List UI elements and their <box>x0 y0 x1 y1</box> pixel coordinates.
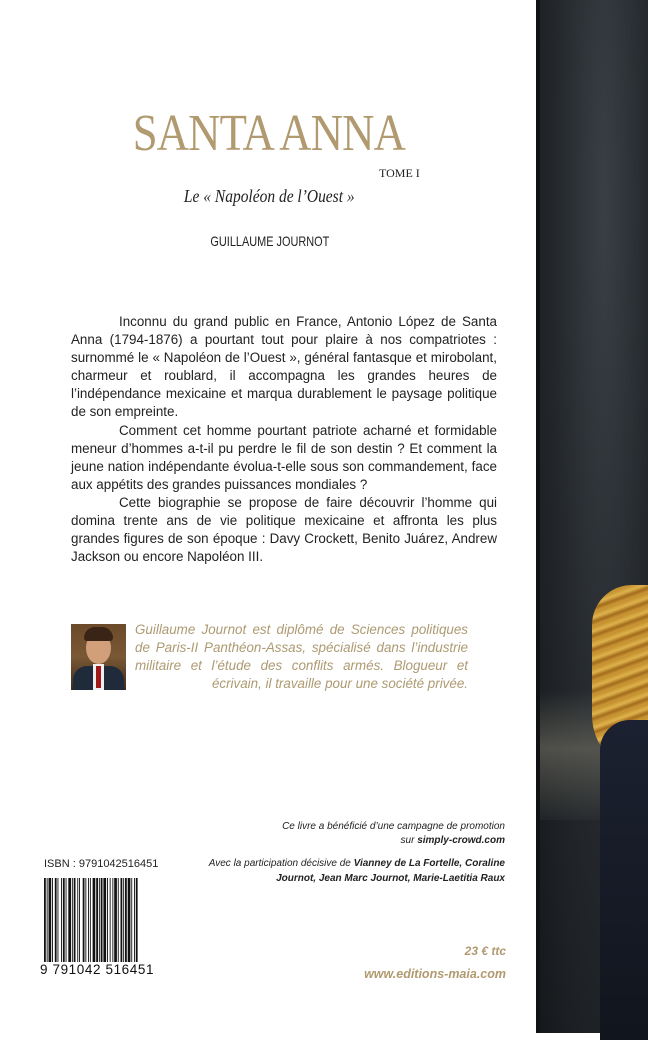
barcode <box>42 878 168 972</box>
book-subtitle: Le « Napoléon de l’Ouest » <box>183 186 355 206</box>
promotion-line: Ce livre a bénéficié d’une campagne de promotion <box>282 821 505 832</box>
blurb-paragraph: Inconnu du grand public en France, Antonio López de Santa Anna (1794-1876) a pourtant tout pour plaire à nos compatriotes : surnommé le « Napoléon de l’Ouest », général fantasque et mirobolant, charmeur et roublard, il accompagna les grandes heures de l’indépendance mexicaine et marqua durablement le paysage politique de son empreinte. <box>71 314 497 420</box>
participation-note <box>190 856 505 886</box>
barcode-bar <box>61 878 62 964</box>
barcode-bar <box>83 878 85 964</box>
barcode-bar <box>123 878 124 964</box>
publisher-website: www.editions-maia.com <box>364 967 506 981</box>
barcode-bar <box>101 878 103 964</box>
promotion-prefix: sur <box>400 835 418 846</box>
barcode-bar <box>79 878 80 964</box>
barcode-bar <box>128 878 131 964</box>
barcode-bar <box>136 878 138 972</box>
barcode-bar <box>66 878 67 964</box>
book-title: SANTA ANNA <box>132 105 406 162</box>
barcode-bar <box>96 878 98 964</box>
barcode-bar <box>74 878 76 964</box>
barcode-bar <box>85 878 86 964</box>
barcode-bar <box>63 878 65 964</box>
barcode-bar <box>90 878 91 964</box>
barcode-bar <box>99 878 100 964</box>
author-name: GUILLAUME JOURNOT <box>210 233 330 249</box>
barcode-bar <box>52 878 53 964</box>
barcode-bar <box>125 878 127 964</box>
summary-blurb <box>71 313 497 566</box>
barcode-bar <box>47 878 48 972</box>
photo-tie <box>96 666 101 688</box>
barcode-bar <box>77 878 78 964</box>
barcode-bar <box>72 878 73 964</box>
participation-names: Vianney de La Fortelle, Coraline Journot, Jean Marc Journot, Marie-Laetitia Raux <box>276 858 505 884</box>
barcode-bar <box>121 878 123 964</box>
blurb-paragraph: Cette biographie se propose de faire découvrir l’homme qui domina trente ans de vie politique mexicaine et affronta les plus grandes figures de son époque : Davy Crockett, Benito Juárez, Andrew Jackson ou encore Napoléon III. <box>71 494 497 565</box>
barcode-bar <box>107 878 108 964</box>
promotion-site: simply-crowd.com <box>417 835 505 846</box>
barcode-bar <box>93 878 96 964</box>
spine-divider <box>536 0 540 1033</box>
participation-prefix: Avec la participation décisive de <box>208 858 354 869</box>
barcode-bar <box>58 878 59 964</box>
isbn-label: ISBN : 9791042516451 <box>44 858 159 870</box>
painting-uniform <box>600 720 648 1040</box>
barcode-bar <box>103 878 106 964</box>
barcode-bar <box>134 878 135 964</box>
barcode-bar <box>114 878 117 964</box>
tome-label: TOME I <box>379 166 420 180</box>
author-bio: Guillaume Journot est diplômé de Sciences politiques de Paris-II Panthéon-Assas, spécialisé dans l’industrie militaire et l’étude des conflits armés. Blogueur et écrivain, il travaille pour une société privée. <box>135 622 468 692</box>
photo-hair <box>84 627 113 641</box>
barcode-digits: 9 791042 516451 <box>40 962 170 978</box>
barcode-bar <box>44 878 46 972</box>
blurb-paragraph: Comment cet homme pourtant patriote acharné et formidable meneur d’hommes a-t-il pu perdre le fil de son destin ? Et comment la jeune nation indépendante évolua-t-elle sous son commandement, face aux appétits des grandes puissances mondiales ? <box>71 422 497 492</box>
barcode-bar <box>68 878 71 964</box>
barcode-bar <box>110 878 111 964</box>
promotion-note <box>240 820 505 848</box>
barcode-bar <box>49 878 52 964</box>
price: 23 € ttc <box>464 944 506 958</box>
promotion-site-line <box>240 834 505 848</box>
barcode-bar <box>88 878 89 964</box>
barcode-bar <box>131 878 132 964</box>
barcode-bar <box>55 878 57 964</box>
barcode-bar <box>112 878 113 964</box>
author-photo <box>71 624 126 690</box>
barcode-bar <box>118 878 119 964</box>
